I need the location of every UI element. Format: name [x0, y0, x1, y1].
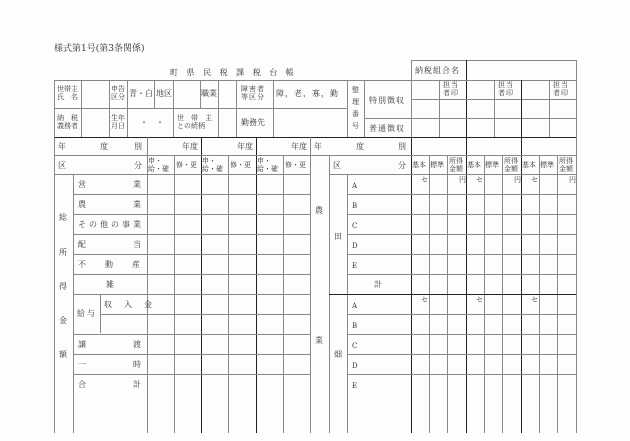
- row-business: 営 業: [78, 180, 144, 189]
- subcol-revision-1: 修・更: [176, 161, 197, 169]
- district-label: 地区: [156, 89, 172, 98]
- subcol-declaration-2: 申・給・確: [202, 157, 223, 173]
- occupation-label: 職業: [201, 89, 217, 98]
- agri-label-1: 業: [315, 336, 323, 345]
- row-miscellaneous: 雑: [106, 280, 114, 289]
- tax-union-label: 納税組合名: [415, 66, 460, 75]
- stamp-label-1: 担当 者印: [443, 81, 459, 97]
- reference-number-label: 整 理 番 号: [352, 86, 359, 130]
- relation-label: 世 帯 主 との続柄: [177, 114, 212, 130]
- subcol-income-3: 所得金額: [559, 157, 573, 173]
- subcol-income-2: 所得金額: [504, 157, 518, 173]
- r-year-row-right: 別: [398, 142, 406, 151]
- row-real-estate: 不 動 産: [78, 260, 141, 269]
- field-row-e: E: [352, 382, 358, 390]
- district-field[interactable]: [174, 81, 199, 107]
- unit-yen-2: 円: [514, 176, 521, 184]
- unit-se-3: セ: [531, 176, 538, 184]
- occupation-field[interactable]: [219, 81, 235, 107]
- paddy-label: 田: [334, 232, 342, 241]
- year-row-mid: 度: [100, 142, 108, 151]
- row-total: 合 計: [78, 380, 144, 389]
- stamp-label-2: 担当 者印: [498, 81, 514, 97]
- year-row-right: 別: [134, 142, 142, 151]
- agri-label-0: 農: [315, 206, 323, 215]
- unit-se-4: セ: [421, 296, 428, 304]
- stamp-label-3: 担当 者印: [553, 81, 569, 97]
- field-label: 畑: [334, 350, 342, 359]
- r-category-row-right: 分: [398, 161, 406, 170]
- page-title: 町 県 民 税 課 税 台 帳: [170, 68, 297, 77]
- birthdate-label: 生年 月日: [111, 114, 125, 130]
- unit-yen-1: 円: [459, 176, 466, 184]
- taxpayer-label: 納 税 義務者: [57, 114, 78, 130]
- row-salary-group: 給与: [77, 309, 97, 318]
- r-category-row-left: 区: [333, 161, 341, 170]
- unit-yen-3: 円: [569, 176, 576, 184]
- subcol-basic-2: 基本: [467, 161, 481, 169]
- category-row-left: 区: [58, 161, 66, 170]
- category-row-right: 分: [134, 161, 142, 170]
- subcol-standard-3: 標準: [540, 161, 554, 169]
- paddy-row-b: B: [352, 202, 358, 210]
- relation-field[interactable]: [219, 109, 235, 136]
- field-row-c: C: [352, 342, 358, 350]
- workplace-label: 勤務先: [241, 118, 265, 127]
- taxpayer-field[interactable]: [82, 109, 108, 136]
- unit-se-1: セ: [421, 176, 428, 184]
- householder-name-field[interactable]: [82, 81, 108, 107]
- group-label-2: 得: [59, 282, 67, 291]
- disability-label: 障害者 等区分: [241, 85, 265, 101]
- subcol-basic-1: 基本: [412, 161, 426, 169]
- field-row-b: B: [352, 322, 358, 330]
- subcol-declaration-3: 申・給・確: [257, 157, 278, 173]
- unit-se-2: セ: [476, 176, 483, 184]
- row-transfer: 譲 渡: [78, 340, 144, 349]
- r-year-row-mid: 度: [356, 142, 364, 151]
- row-salary-income: 収 入 金: [104, 300, 154, 309]
- group-label-1: 所: [59, 248, 67, 257]
- subcol-revision-2: 修・更: [230, 161, 251, 169]
- group-label-4: 額: [59, 350, 67, 359]
- field-row-d: D: [352, 362, 358, 370]
- declaration-type-label: 申告 区分: [111, 85, 125, 101]
- birthdate-value[interactable]: ・ ・: [140, 118, 164, 127]
- disability-options[interactable]: 障，老，寡，勤: [276, 89, 339, 98]
- unit-se-5: セ: [476, 296, 483, 304]
- subcol-income-1: 所得金額: [449, 157, 463, 173]
- subcol-standard-1: 標準: [430, 161, 444, 169]
- year-label-1[interactable]: 年度: [182, 142, 198, 151]
- subcol-declaration-1: 申・給・確: [148, 157, 169, 173]
- householder-name-label: 世帯主 氏 名: [57, 85, 78, 101]
- subcol-standard-2: 標準: [485, 161, 499, 169]
- ordinary-collection-label: 普通徴収: [369, 124, 405, 133]
- group-label-0: 総: [59, 213, 67, 222]
- unit-se-6: セ: [531, 296, 538, 304]
- paddy-row-e: E: [352, 262, 358, 270]
- paddy-row-c: C: [352, 222, 358, 230]
- workplace-field[interactable]: [274, 109, 346, 136]
- year-label-2[interactable]: 年度: [237, 142, 253, 151]
- field-row-a: A: [352, 302, 358, 310]
- row-temporary: 一 時: [78, 360, 144, 369]
- year-label-3[interactable]: 年度: [291, 142, 307, 151]
- subcol-revision-3: 修・更: [285, 161, 306, 169]
- tax-union-field[interactable]: [468, 61, 575, 79]
- row-other-business: その他の事業: [78, 220, 144, 229]
- subcol-basic-3: 基本: [522, 161, 536, 169]
- row-agriculture: 農 業: [78, 200, 144, 209]
- row-dividends: 配 当: [78, 240, 144, 249]
- form-id: 様式第1号(第3条関係): [54, 44, 145, 54]
- group-label-3: 金: [59, 316, 67, 325]
- r-year-row-left: 年: [314, 142, 322, 151]
- year-row-left: 年: [58, 142, 66, 151]
- paddy-row-d: D: [352, 242, 358, 250]
- paddy-total: 計: [374, 280, 382, 289]
- paddy-row-a: A: [352, 182, 358, 190]
- special-collection-label: 特別徴収: [369, 96, 405, 105]
- declaration-type-value[interactable]: 青・白: [129, 89, 153, 98]
